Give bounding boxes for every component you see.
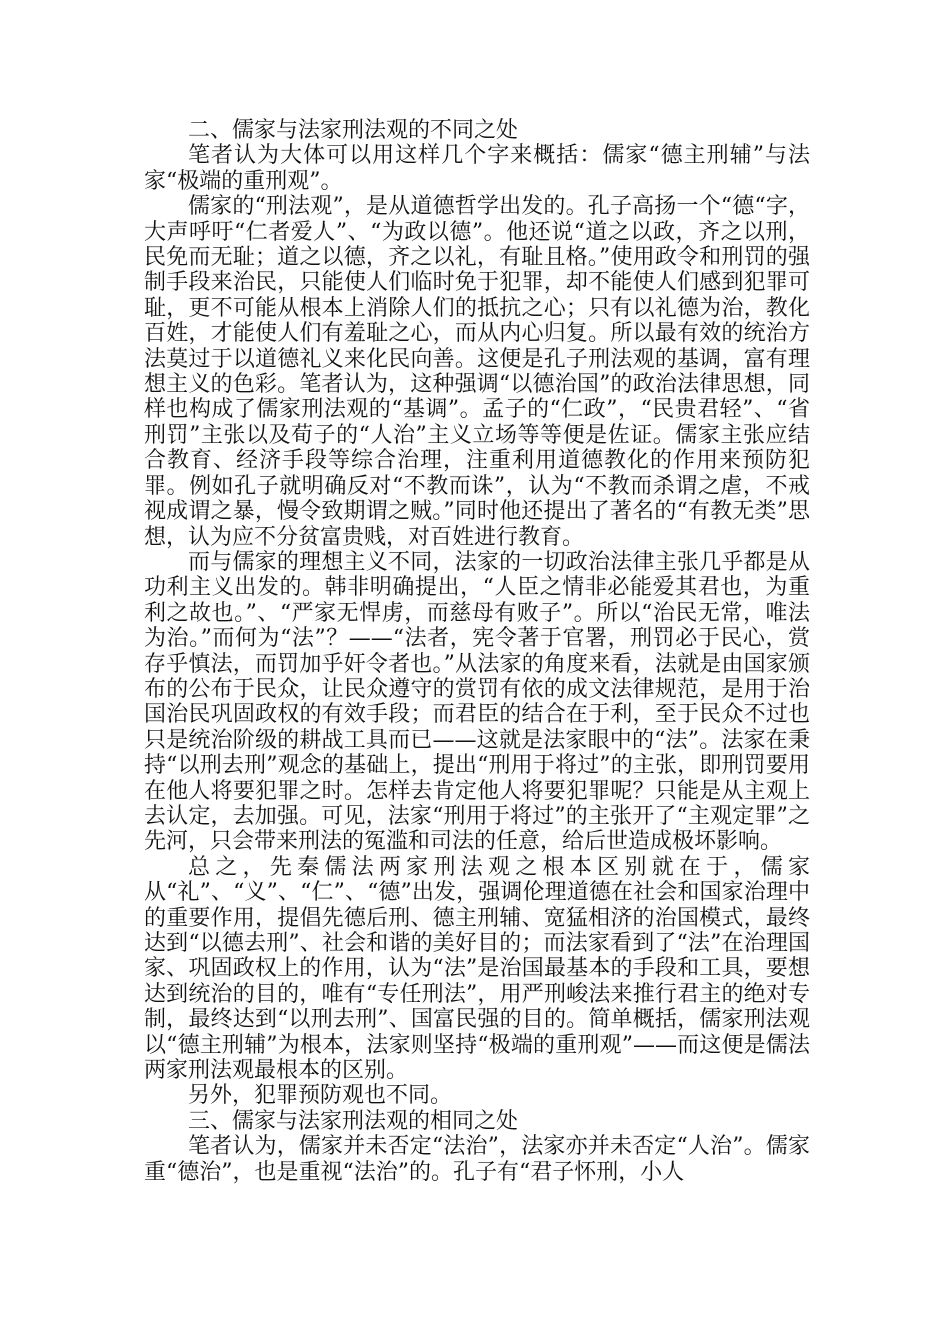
paragraph-conclusion: 总之，先秦儒法两家刑法观之根本区别就在于，儒家从“礼”、“义”、“仁”、“德”出发，强调伦理道德在社会和国家治理中的重要作用，提倡先德后刑、德主刑辅、宽猛相济的治国模式，最终达到“以德去刑”、社会和谐的美好目的；而法家看到了“法”在治理国家、巩固政权上的作用，认为“法”是治国最基本的手段和工具，要想达到统治的目的，唯有“专任刑法”，用严刑峻法来推行君主的绝对专制，最终达到“以刑去刑”、国富民强的目的。简单概括，儒家刑法观以“德主刑辅”为根本，法家则坚持“极端的重刑观”——而这便是儒法两家刑法观最根本的区别。 (144, 854, 810, 1084)
paragraph-legalist-view: 而与儒家的理想主义不同，法家的一切政治法律主张几乎都是从功利主义出发的。韩非明确提出，“人臣之情非必能爱其君也，为重利之故也。”、“严家无悍虏，而慈母有败子”。所以“治民无常，唯法为治。”而何为“法”？——“法者，宪令著于官署，刑罚必于民心，赏存乎慎法，而罚加乎奸令者也。”从法家的角度来看，法就是由国家颁布的公布于民众，让民众遵守的赏罚有依的成文法律规范，是用于治国治民巩固政权的有效手段；而君臣的结合在于利，至于民众不过也只是统治阶级的耕战工具而已——这就是法家眼中的“法”。法家在秉持“以刑去刑”观念的基础上，提出“刑用于将过”的主张，即刑罚要用在他人将要犯罪之时。怎样去肯定他人将要犯罪呢？只能是从主观上去认定，去加强。可见，法家“刑用于将过”的主张开了“主观定罪”之先河，只会带来刑法的冤滥和司法的任意，给后世造成极坏影响。 (144, 549, 810, 855)
paragraph-crime-prevention: 另外，犯罪预防观也不同。 (188, 1083, 453, 1109)
paragraph-similarities: 笔者认为，儒家并未否定“法治”，法家亦并未否定“人治”。儒家重“德治”，也是重视“法治”的。孔子有“君子怀刑，小人 (144, 1134, 810, 1185)
document-body (144, 118, 810, 1185)
section-heading-similarities: 三、儒家与法家刑法观的相同之处 (188, 1108, 519, 1134)
paragraph-summary: 笔者认为大体可以用这样几个字来概括：儒家“德主刑辅”与法家“极端的重刑观”。 (144, 143, 810, 194)
paragraph-confucian-view: 儒家的“刑法观”，是从道德哲学出发的。孔子高扬一个“德“字，大声呼吁“仁者爱人”、“为政以德”。他还说“道之以政，齐之以刑，民免而无耻；道之以德，齐之以礼，有耻且格。”使用政令和刑罚的强制手段来治民，只能使人们临时免于犯罪，却不能使人们感到犯罪可耻，更不可能从根本上消除人们的抵抗之心；只有以礼德为治，教化百姓，才能使人们有羞耻之心，而从内心归复。所以最有效的统治方法莫过于以道德礼义来化民向善。这便是孔子刑法观的基调，富有理想主义的色彩。笔者认为，这种强调“以德治国”的政治法律思想，同样也构成了儒家刑法观的“基调”。孟子的“仁政”，“民贵君轻”、“省刑罚”主张以及荀子的“人治”主义立场等等便是佐证。儒家主张应结合教育、经济手段等综合治理，注重利用道德教化的作用来预防犯罪。例如孔子就明确反对“不教而诛”，认为“不教而杀谓之虐，不戒视成谓之暴，慢令致期谓之贼。”同时他还提出了著名的“有教无类”思想，认为应不分贫富贵贱，对百姓进行教育。 (144, 194, 810, 550)
section-heading-differences: 二、儒家与法家刑法观的不同之处 (188, 118, 519, 143)
